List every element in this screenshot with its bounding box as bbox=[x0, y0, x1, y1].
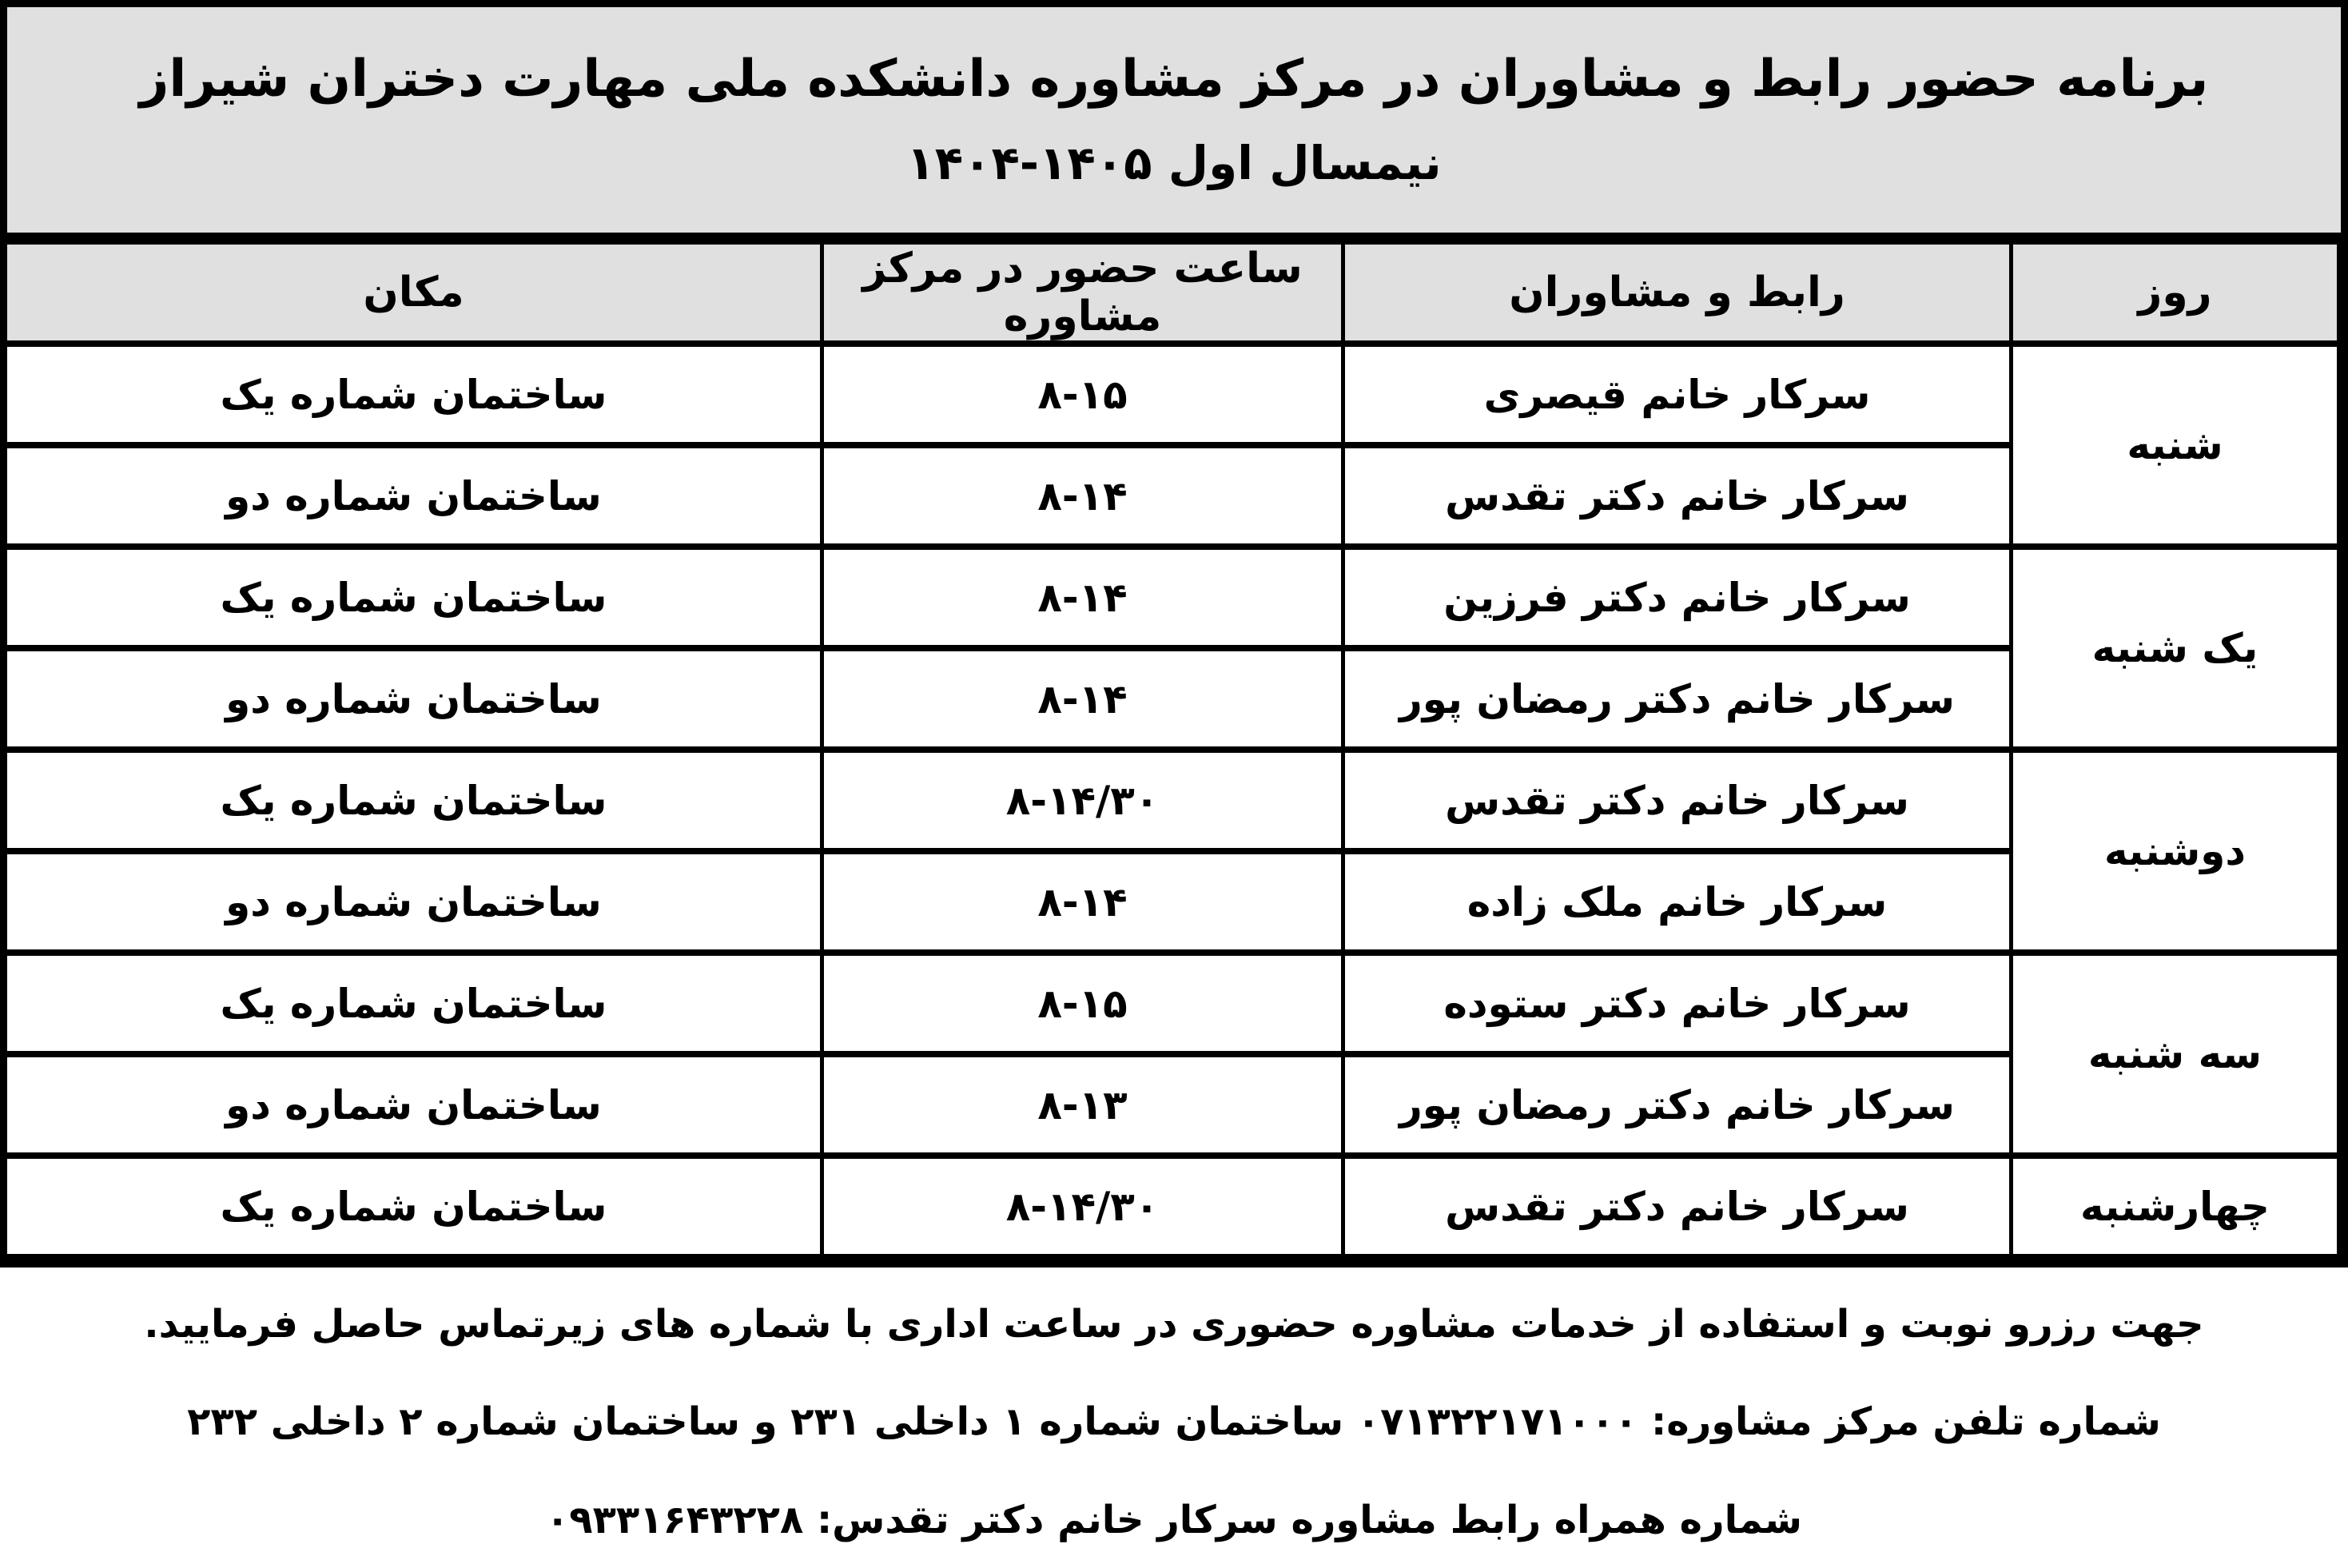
counselor-cell: سرکار خانم دکتر تقدس bbox=[1343, 1156, 2012, 1257]
location-cell: ساختمان شماره یک bbox=[6, 1156, 822, 1257]
day-cell-tuesday: سه شنبه bbox=[2012, 953, 2339, 1156]
hours-cell: ۸-۱۳ bbox=[822, 1054, 1343, 1156]
counselor-cell: سرکار خانم دکتر فرزین bbox=[1343, 547, 2012, 648]
hours-cell: ۸-۱۴ bbox=[822, 445, 1343, 547]
day-cell-wednesday: چهارشنبه bbox=[2012, 1156, 2339, 1257]
schedule-table bbox=[3, 238, 2341, 1260]
location-cell: ساختمان شماره دو bbox=[6, 648, 822, 750]
counselor-cell: سرکار خانم دکتر رمضان پور bbox=[1343, 1054, 2012, 1156]
table-row bbox=[6, 953, 2339, 1054]
title-band bbox=[7, 7, 2341, 238]
table-row bbox=[6, 851, 2339, 953]
counselor-cell: سرکار خانم قیصری bbox=[1343, 344, 2012, 445]
table-row bbox=[6, 1054, 2339, 1156]
location-cell: ساختمان شماره یک bbox=[6, 953, 822, 1054]
table-row bbox=[6, 750, 2339, 851]
table-row bbox=[6, 547, 2339, 648]
location-cell: ساختمان شماره دو bbox=[6, 851, 822, 953]
counselor-cell: سرکار خانم ملک زاده bbox=[1343, 851, 2012, 953]
table-row bbox=[6, 1156, 2339, 1257]
footer-phone-numbers: شماره تلفن مرکز مشاوره: ۰۷۱۳۲۲۱۷۱۰۰۰ ساختمان شماره ۱ داخلی ۲۳۱ و ساختمان شماره ۲ داخلی ۲۳۲ bbox=[187, 1399, 2161, 1445]
footer-mobile-number: شماره همراه رابط مشاوره سرکار خانم دکتر تقدس: ۰۹۳۳۱۶۴۳۲۲۸ bbox=[546, 1497, 1802, 1542]
column-header-hours: ساعت حضور در مرکز مشاوره bbox=[822, 241, 1343, 344]
table-row bbox=[6, 344, 2339, 445]
location-cell: ساختمان شماره دو bbox=[6, 445, 822, 547]
page-title: برنامه حضور رابط و مشاوران در مرکز مشاوره دانشکده ملی مهارت دختران شیراز bbox=[139, 50, 2209, 109]
day-cell-saturday: شنبه bbox=[2012, 344, 2339, 547]
location-cell: ساختمان شماره یک bbox=[6, 750, 822, 851]
hours-cell: ۸-۱۴ bbox=[822, 648, 1343, 750]
hours-cell: ۸-۱۵ bbox=[822, 953, 1343, 1054]
footer-notes bbox=[0, 1268, 2348, 1545]
table-row bbox=[6, 648, 2339, 750]
location-cell: ساختمان شماره دو bbox=[6, 1054, 822, 1156]
hours-cell: ۸-۱۴ bbox=[822, 547, 1343, 648]
column-header-location: مکان bbox=[6, 241, 822, 344]
page-subtitle-semester: نیمسال اول ۱۴۰۵-۱۴۰۴ bbox=[906, 136, 1442, 190]
counselor-cell: سرکار خانم دکتر ستوده bbox=[1343, 953, 2012, 1054]
location-cell: ساختمان شماره یک bbox=[6, 547, 822, 648]
column-header-counselors: رابط و مشاوران bbox=[1343, 241, 2012, 344]
hours-cell: ۸-۱۵ bbox=[822, 344, 1343, 445]
location-cell: ساختمان شماره یک bbox=[6, 344, 822, 445]
footer-reservation-note: جهت رزرو نوبت و استفاده از خدمات مشاوره حضوری در ساعت اداری با شماره های زیرتماس حاصل فرمایید. bbox=[144, 1302, 2204, 1347]
day-cell-monday: دوشنبه bbox=[2012, 750, 2339, 953]
counselor-cell: سرکار خانم دکتر تقدس bbox=[1343, 445, 2012, 547]
hours-cell: ۸-۱۴ bbox=[822, 851, 1343, 953]
column-header-day: روز bbox=[2012, 241, 2339, 344]
hours-cell: ۸-۱۴/۳۰ bbox=[822, 1156, 1343, 1257]
hours-cell: ۸-۱۴/۳۰ bbox=[822, 750, 1343, 851]
counselor-cell: سرکار خانم دکتر رمضان پور bbox=[1343, 648, 2012, 750]
day-cell-sunday: یک شنبه bbox=[2012, 547, 2339, 750]
header-row bbox=[6, 241, 2339, 344]
table-row bbox=[6, 445, 2339, 547]
counselor-cell: سرکار خانم دکتر تقدس bbox=[1343, 750, 2012, 851]
